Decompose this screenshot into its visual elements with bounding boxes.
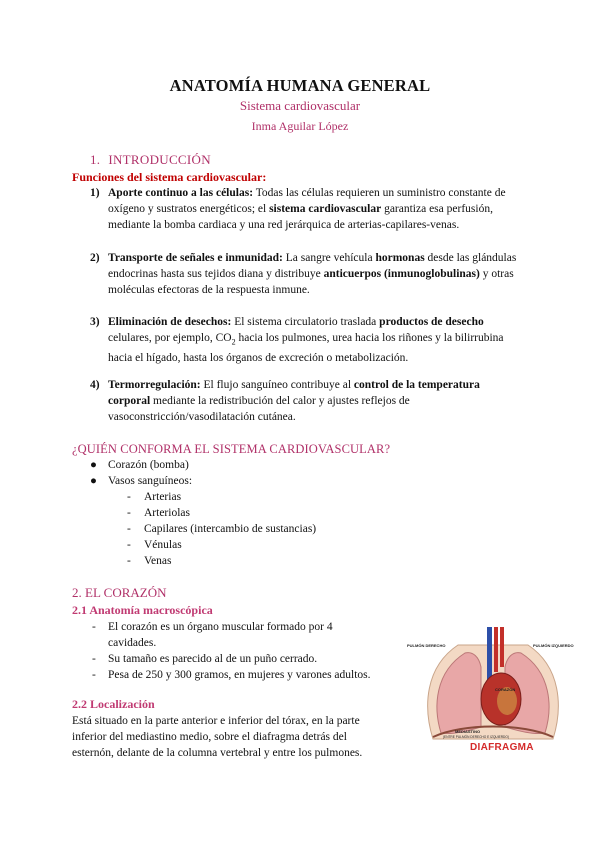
dash-marker: - — [127, 507, 131, 519]
function-item-text: mediante la redistribución del calor y ajustes reflejos de vasoconstricción/vasodilatación cutánea. — [108, 395, 410, 423]
function-item-text: celulares, por ejemplo, CO — [108, 332, 232, 344]
dash-marker: - — [127, 539, 131, 551]
function-item-number: 1) — [90, 187, 100, 199]
vessel-item: Arteriolas — [144, 507, 190, 519]
function-item-lead: Aporte continuo a las células: — [108, 187, 254, 199]
aorta — [494, 627, 498, 672]
function-item-4 — [90, 377, 508, 427]
function-item-number: 4) — [90, 379, 100, 391]
function-item-text: y otras moléculas efectoras de la respuesta inmune. — [108, 268, 514, 296]
function-item-text: El flujo sanguíneo contribuye al — [200, 379, 354, 391]
vessel-item: Arterias — [144, 491, 182, 503]
function-item-bold: sistema cardiovascular — [269, 203, 382, 215]
component-vessels: Vasos sanguíneos: — [108, 475, 193, 487]
thorax-svg — [403, 627, 583, 742]
vessel-item: Capilares (intercambio de sustancias) — [144, 523, 317, 535]
label-heart: CORAZÓN — [495, 687, 516, 692]
dash-marker: - — [127, 555, 131, 567]
function-item-lead: Termorregulación: — [108, 379, 201, 391]
vessel-item: Venas — [144, 555, 172, 567]
dash-marker: - — [127, 491, 131, 503]
function-item-3 — [90, 314, 508, 364]
anatomy-fact: El corazón es un órgano muscular formado por 4 cavidades. — [108, 621, 333, 649]
function-item-bold: control de la temperatura corporal — [108, 379, 480, 407]
function-item-number: 2) — [90, 252, 100, 264]
function-item-2 — [90, 250, 517, 300]
dash-marker: - — [92, 669, 96, 681]
component-heart: Corazón (bomba) — [108, 459, 189, 471]
label-mediastino-sub: (ENTRE PULMÓN DERECHO E IZQUIERDO) — [443, 735, 509, 739]
function-item-bold: productos de desecho — [379, 316, 484, 328]
label-right-lung: PULMÓN DERECHO — [407, 643, 446, 648]
label-mediastino: MEDIASTINO — [455, 729, 481, 734]
subsection-2-1-heading: 2.1 Anatomía macroscópica — [72, 603, 213, 617]
dash-marker: - — [92, 621, 96, 633]
section-1-number: 1. — [90, 152, 101, 167]
function-item-text: desde las glándulas endocrinas hasta sus tejidos diana y distribuye — [108, 252, 517, 280]
functions-label: Funciones del sistema cardiovascular: — [72, 170, 267, 184]
function-item-text: Todas las células requieren un suministro constante de oxígeno y sustratos energéticos; el — [108, 187, 506, 215]
section-1-title: INTRODUCCIÓN — [108, 152, 211, 167]
section-1-heading — [90, 152, 211, 168]
location-paragraph: Está situado en la parte anterior e inferior del tórax, en la parte inferior del mediastino medio, sobre el diafragma detrás del esternón, delante de la columna vertebral y entre los pulmones. — [72, 715, 363, 759]
document-title: ANATOMÍA HUMANA GENERAL — [169, 76, 431, 95]
function-item-text: hacia los pulmones, urea hacia los riñones y la bilirrubina hacia el hígado, hasta los órganos de excreción o metabolización. — [108, 332, 504, 365]
document-author: Inma Aguilar López — [251, 119, 349, 133]
figure-caption: DIAFRAGMA — [470, 742, 534, 753]
function-item-number: 3) — [90, 316, 100, 328]
function-item-text: garantiza esa perfusión, mediante la bomba cardiaca y una red jerárquica de arterias-capilares-venas. — [108, 203, 493, 231]
co2-subscript: 2 — [231, 337, 236, 347]
function-item-text: La sangre vehícula — [282, 252, 376, 264]
bullet-dot: ● — [90, 475, 97, 487]
function-item-bold: anticuerpos (inmunoglobulinas) — [323, 268, 480, 280]
subsection-2-2-heading: 2.2 Localización — [72, 697, 155, 711]
dash-marker: - — [127, 523, 131, 535]
section-2-heading: 2. EL CORAZÓN — [72, 585, 167, 600]
function-item-text: El sistema circulatorio traslada — [231, 316, 380, 328]
dash-marker: - — [92, 653, 96, 665]
composition-question: ¿QUIÉN CONFORMA EL SISTEMA CARDIOVASCULAR? — [72, 442, 391, 456]
function-item-lead: Eliminación de desechos: — [108, 316, 232, 328]
thorax-heart-illustration — [403, 627, 583, 757]
function-item-bold: hormonas — [375, 252, 425, 264]
function-item-lead: Transporte de señales e inmunidad: — [108, 252, 283, 264]
anatomy-fact: Su tamaño es parecido al de un puño cerrado. — [108, 653, 318, 665]
function-item-1 — [90, 185, 508, 235]
document-subtitle: Sistema cardiovascular — [239, 98, 361, 113]
label-left-lung: PULMÓN IZQUIERDO — [533, 643, 574, 648]
bullet-dot: ● — [90, 459, 97, 471]
anatomy-fact: Pesa de 250 y 300 gramos, en mujeres y varones adultos. — [108, 669, 371, 681]
vessel-item: Vénulas — [144, 539, 182, 551]
